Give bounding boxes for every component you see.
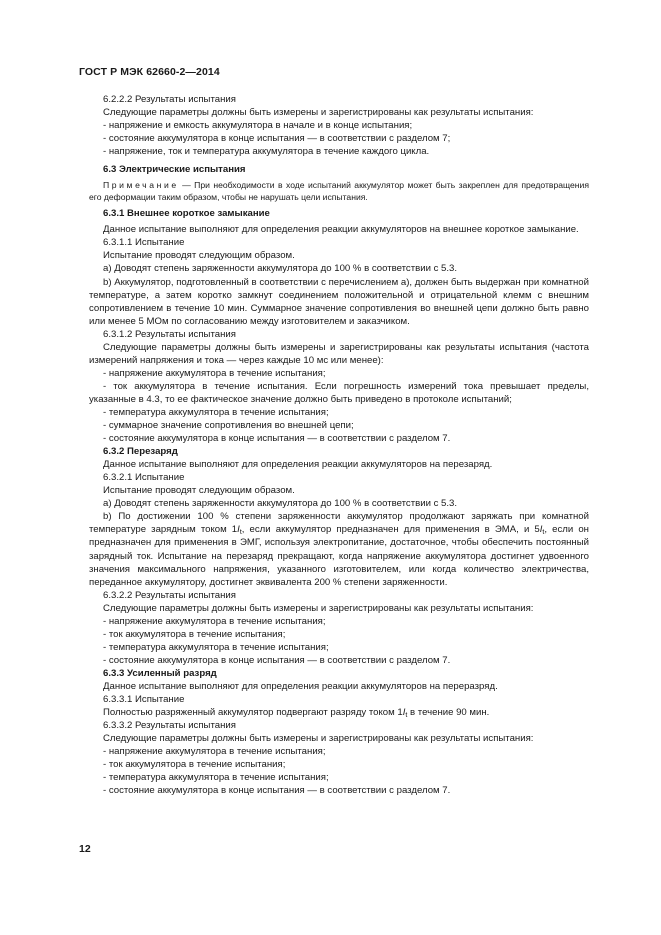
current-subscript: t	[405, 712, 408, 720]
paragraph: Следующие параметры должны быть измерены и зарегистрированы как результаты испытания:	[103, 733, 534, 745]
paragraph: Испытание проводят следующим образом.	[103, 485, 295, 497]
list-item: - состояние аккумулятора в конце испытания — в соответствии с разделом 7;	[103, 133, 451, 145]
current-symbol: I	[402, 707, 406, 719]
document-body	[89, 93, 589, 797]
text-run: Полностью разряженный аккумулятор подвергают разряду током 1	[103, 707, 403, 719]
paragraph: Данное испытание выполняют для определения реакции аккумуляторов на внешнее короткое замыкание.	[103, 224, 579, 236]
list-item: а) Доводят степень заряженности аккумулятора до 100 % в соответствии с 5.3.	[103, 263, 458, 275]
paragraph	[89, 706, 589, 719]
list-item: - ток аккумулятора в течение испытания;	[103, 628, 286, 640]
subsection-heading: 6.3.3.2 Результаты испытания	[103, 720, 236, 732]
list-item: - суммарное значение сопротивления во внешней цепи;	[103, 420, 354, 432]
list-item: - напряжение аккумулятора в течение испытания;	[103, 746, 326, 758]
list-item: - напряжение, ток и температура аккумулятора в течение каждого цикла.	[103, 146, 430, 158]
list-item: - температура аккумулятора в течение испытания;	[103, 772, 329, 784]
text-run: , если он предназначен для применения в ЭМГ, используя электропитание, достаточное, чтобы обеспечить постоянный зарядный ток. Испытание на перезаряд прекращают, когда напряжение аккумулятора достигнет удвоенного значения максимального напряжения, указанного изготовителем, или когда количество электричества, переданное аккумулятору, достигнет эквивалента 200 % степени заряженности.	[89, 524, 589, 588]
paragraph: Следующие параметры должны быть измерены и зарегистрированы как результаты испытания:	[103, 602, 534, 614]
section-heading: 6.3.1 Внешнее короткое замыкание	[103, 208, 270, 220]
list-item: а) Доводят степень заряженности аккумулятора до 100 % в соответствии с 5.3.	[103, 498, 458, 510]
paragraph: Испытание проводят следующим образом.	[103, 250, 295, 262]
current-subscript: t	[239, 529, 242, 537]
page-number: 12	[79, 843, 91, 855]
document-header: ГОСТ Р МЭК 62660-2—2014	[79, 66, 220, 78]
list-item: - напряжение аккумулятора в течение испытания;	[103, 615, 326, 627]
section-heading: 6.3 Электрические испытания	[103, 164, 246, 176]
note-text: — При необходимости в ходе испытаний аккумулятор может быть закреплен для предотвращения его деформации таким образом, чтобы не нарушать цели испытания.	[89, 180, 589, 202]
subsection-heading: 6.3.3.1 Испытание	[103, 694, 185, 706]
paragraph: Следующие параметры должны быть измерены и зарегистрированы как результаты испытания:	[103, 107, 534, 119]
list-item: - состояние аккумулятора в конце испытания — в соответствии с разделом 7.	[103, 433, 451, 445]
subsection-heading: 6.3.1.1 Испытание	[103, 237, 185, 249]
list-item: b) Аккумулятор, подготовленный в соответствии с перечислением а), должен быть выдержан при комнатной температуре, а затем коротко замкнут соединением положительной и отрицательной клемм с внешним сопротивлением в течение 10 мин. Суммарное значение сопротивления во внешней цепи должно быть равно или менее 5 МОм по согласованию между изготовителем и заказчиком.	[89, 276, 589, 327]
list-item: - состояние аккумулятора в конце испытания — в соответствии с разделом 7.	[103, 785, 451, 797]
list-item	[89, 510, 589, 588]
current-symbol: I	[237, 524, 240, 536]
text-run: , если аккумулятор предназначен для применения в ЭМА, и 5	[241, 524, 540, 536]
paragraph: Данное испытание выполняют для определения реакции аккумуляторов на переразряд.	[103, 680, 498, 692]
text-run: в течение 90 мин.	[407, 707, 490, 719]
list-item: - состояние аккумулятора в конце испытания — в соответствии с разделом 7.	[103, 654, 451, 666]
note-label: Примечание	[103, 180, 179, 191]
list-item: - температура аккумулятора в течение испытания;	[103, 406, 329, 418]
note	[89, 180, 589, 203]
paragraph: Данное испытание выполняют для определения реакции аккумуляторов на перезаряд.	[103, 459, 493, 471]
section-heading: 6.3.2 Перезаряд	[103, 446, 178, 458]
subsection-heading: 6.3.2.2 Результаты испытания	[103, 589, 236, 601]
current-subscript: t	[542, 529, 545, 537]
list-item: - ток аккумулятора в течение испытания;	[103, 759, 286, 771]
list-item: - ток аккумулятора в течение испытания. Если погрешность измерений тока превышает пределы, указанные в 4.3, то ее фактическое значение должно быть приведено в протоколе испытаний;	[89, 380, 589, 405]
list-item: - напряжение и емкость аккумулятора в начале и в конце испытания;	[103, 120, 413, 132]
subsection-heading: 6.3.2.1 Испытание	[103, 472, 185, 484]
text-run: b) По достижении 100 % степени заряженности аккумулятор продолжают заряжать при комнатной температуре зарядным током 1	[89, 511, 589, 536]
subsection-heading: 6.3.1.2 Результаты испытания	[103, 328, 236, 340]
list-item: - температура аккумулятора в течение испытания;	[103, 641, 329, 653]
list-item: - напряжение аккумулятора в течение испытания;	[103, 367, 326, 379]
current-symbol: I	[539, 524, 543, 536]
paragraph: Следующие параметры должны быть измерены и зарегистрированы как результаты испытания (частота измерений напряжения и тока — через каждые 10 мс или менее):	[89, 341, 589, 366]
subsection-heading: 6.2.2.2 Результаты испытания	[103, 94, 236, 105]
section-heading: 6.3.3 Усиленный разряд	[103, 667, 217, 679]
